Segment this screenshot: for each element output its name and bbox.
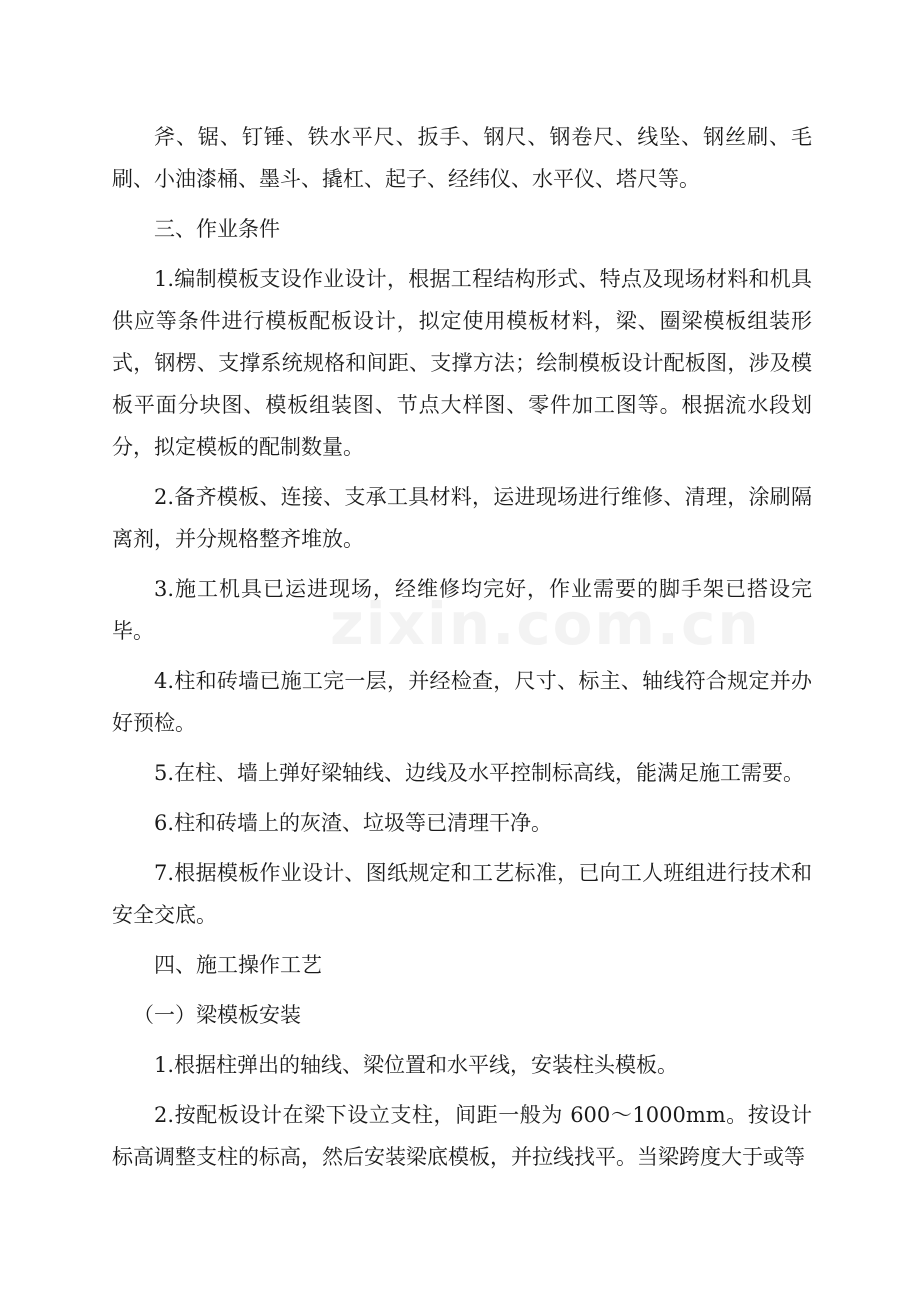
section-heading-work-conditions: 三、作业条件 [154,217,280,241]
paragraph-condition-5: 5.在柱、墙上弹好梁轴线、边线及水平控制标高线，能满足施工需要。 [154,761,805,785]
paragraph-step-2: 2.按配板设计在梁下设立支柱，间距一般为 600～1000mm。按设计标高调整支柱的标高，然后安装梁底模板，并拉线找平。当梁跨度大于或等 [112,1103,812,1169]
paragraph-tools-list: 斧、锯、钉锤、铁水平尺、扳手、钢尺、钢卷尺、线坠、钢丝刷、毛刷、小油漆桶、墨斗、撬杠、起子、经纬仪、水平仪、塔尺等。 [112,125,812,191]
watermark: zixin.com.cn [330,590,761,658]
paragraph-condition-1: 1.编制模板支设作业设计，根据工程结构形式、特点及现场材料和机具供应等条件进行模板配板设计，拟定使用模板材料，梁、圈梁模板组装形式，钢楞、支撑系统规格和间距、支撑方法；绘制模板设计配板图，涉及模板平面分块图、模板组装图、节点大样图、零件加工图等。根据流水段划分，拟定模板的配制数量。 [112,267,812,459]
paragraph-condition-2: 2.备齐模板、连接、支承工具材料，运进现场进行维修、清理，涂刷隔离剂，并分规格整齐堆放。 [112,485,812,551]
paragraph-condition-4: 4.柱和砖墙已施工完一层，并经检查，尺寸、标主、轴线符合规定并办好预检。 [112,669,812,735]
section-heading-process: 四、施工操作工艺 [154,953,322,977]
paragraph-condition-3: 3.施工机具已运进现场，经维修均完好，作业需要的脚手架已搭设完毕。 [112,577,812,643]
paragraph-condition-7: 7.根据模板作业设计、图纸规定和工艺标准，已向工人班组进行技术和安全交底。 [112,861,812,927]
subsection-heading-beam-formwork: （一）梁模板安装 [133,1003,301,1027]
paragraph-step-1: 1.根据柱弹出的轴线、梁位置和水平线，安装柱头模板。 [154,1053,679,1077]
document-body [112,116,812,1186]
paragraph-condition-6: 6.柱和砖墙上的灰渣、垃圾等已清理干净。 [154,811,553,835]
